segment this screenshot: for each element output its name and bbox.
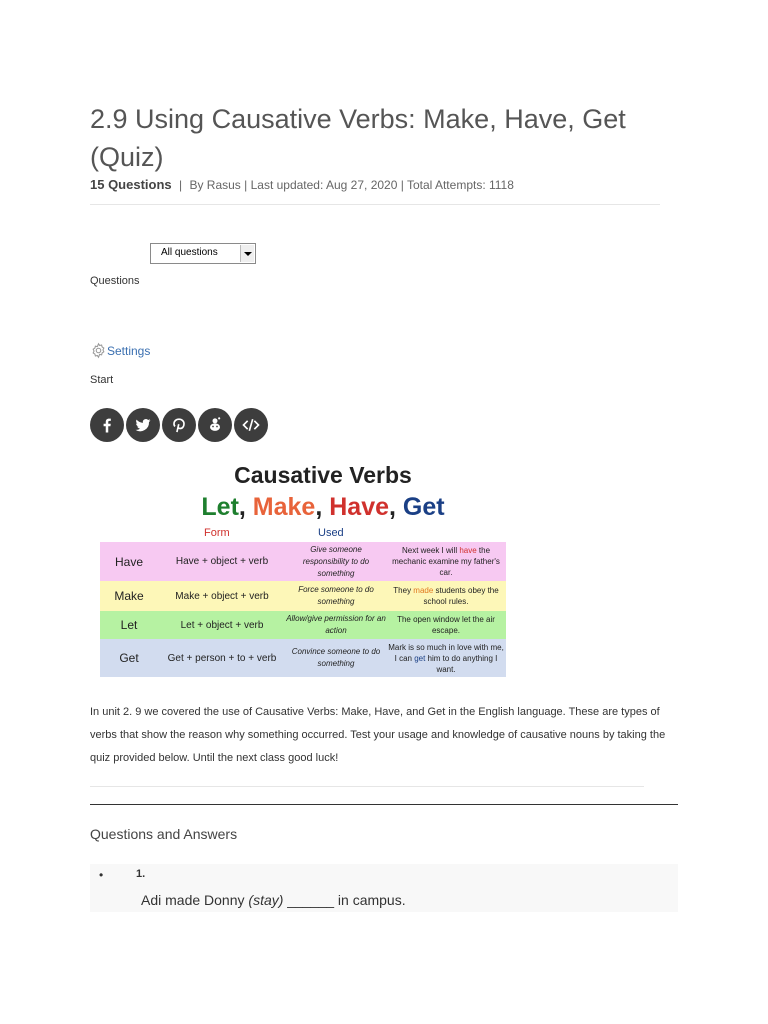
twitter-share-button[interactable] (126, 408, 160, 442)
table-row (100, 542, 506, 581)
facebook-share-button[interactable] (90, 408, 124, 442)
dropdown-arrow-icon (240, 245, 254, 262)
form-cell: Have + object + verb (175, 556, 269, 567)
verb-cell: Let (120, 618, 138, 632)
table-row (100, 639, 506, 677)
subtitle-word: , (238, 493, 253, 521)
reddit-share-button[interactable] (198, 408, 232, 442)
settings-link[interactable] (90, 342, 150, 359)
figure-subtitle (100, 493, 546, 522)
subtitle-word: Let (201, 493, 239, 521)
meta-separator: | (178, 178, 183, 192)
column-header-used: Used (318, 527, 344, 539)
example-cell: Next week I will have the mechanic examine my father's car. (392, 546, 500, 577)
subtitle-word: , (315, 493, 330, 521)
quiz-title: 2.9 Using Causative Verbs: Make, Have, Get (Quiz) (90, 104, 626, 172)
form-cell: Make + object + verb (175, 590, 269, 602)
list-bullet: • (99, 868, 104, 882)
start-link[interactable]: Start (90, 374, 114, 386)
quiz-meta-text: By Rasus | Last updated: Aug 27, 2020 | Total Attempts: 1118 (189, 178, 514, 192)
embed-icon (241, 415, 261, 435)
subtitle-word: Make (252, 493, 316, 521)
question-number: 1. (136, 868, 146, 880)
pinterest-share-button[interactable] (162, 408, 196, 442)
used-cell: Force someone to do something (298, 585, 374, 606)
question-filter-value: All questions (161, 247, 218, 258)
settings-label: Settings (107, 343, 151, 358)
pinterest-icon (169, 415, 189, 435)
example-cell: Mark is so much in love with me, I can get him to do anything I want. (388, 642, 504, 674)
questions-label: Questions (90, 275, 140, 287)
used-cell: Allow/give permission for an action (286, 614, 386, 635)
column-header-form: Form (204, 527, 230, 539)
form-cell: Get + person + to + verb (167, 652, 277, 664)
quiz-description: In unit 2. 9 we covered the use of Causative Verbs: Make, Have, and Get in the English language. These are types of verbs that show the reason why something occurred. Test your usage and knowledge of causative nouns by taking the quiz provided below. Until the next class good luck! (90, 706, 666, 764)
question-filter-select[interactable] (150, 243, 256, 264)
causative-verbs-chart (100, 460, 508, 680)
twitter-icon (133, 415, 153, 435)
divider (90, 804, 678, 805)
example-cell: The open window let the air escape. (397, 615, 495, 635)
qa-heading: Questions and Answers (90, 826, 238, 842)
gear-icon (90, 342, 107, 359)
subtitle-word: Have (329, 493, 390, 521)
facebook-icon (97, 415, 117, 435)
table-row (100, 581, 506, 611)
quiz-meta (90, 177, 514, 192)
question-count: 15 Questions (90, 177, 172, 192)
subtitle-word: Get (402, 493, 445, 521)
form-cell: Let + object + verb (180, 619, 264, 631)
verb-cell: Get (119, 651, 139, 665)
figure-title: Causative Verbs (234, 462, 412, 488)
question-item[interactable] (90, 864, 678, 912)
social-share-bar (90, 408, 268, 442)
example-cell: They made students obey the school rules. (393, 586, 499, 606)
reddit-icon (205, 415, 225, 435)
subtitle-word: , (389, 493, 403, 521)
used-cell: Give someone responsibility to do something (302, 544, 370, 578)
verb-cell: Make (114, 589, 144, 603)
verb-cell: Have (114, 554, 143, 569)
used-cell: Convince someone to do something (291, 647, 381, 668)
embed-button[interactable] (234, 408, 268, 442)
question-text: Adi made Donny (stay) ______ in campus. (141, 892, 406, 908)
table-row (100, 611, 506, 639)
divider (90, 204, 660, 205)
divider (90, 786, 644, 787)
